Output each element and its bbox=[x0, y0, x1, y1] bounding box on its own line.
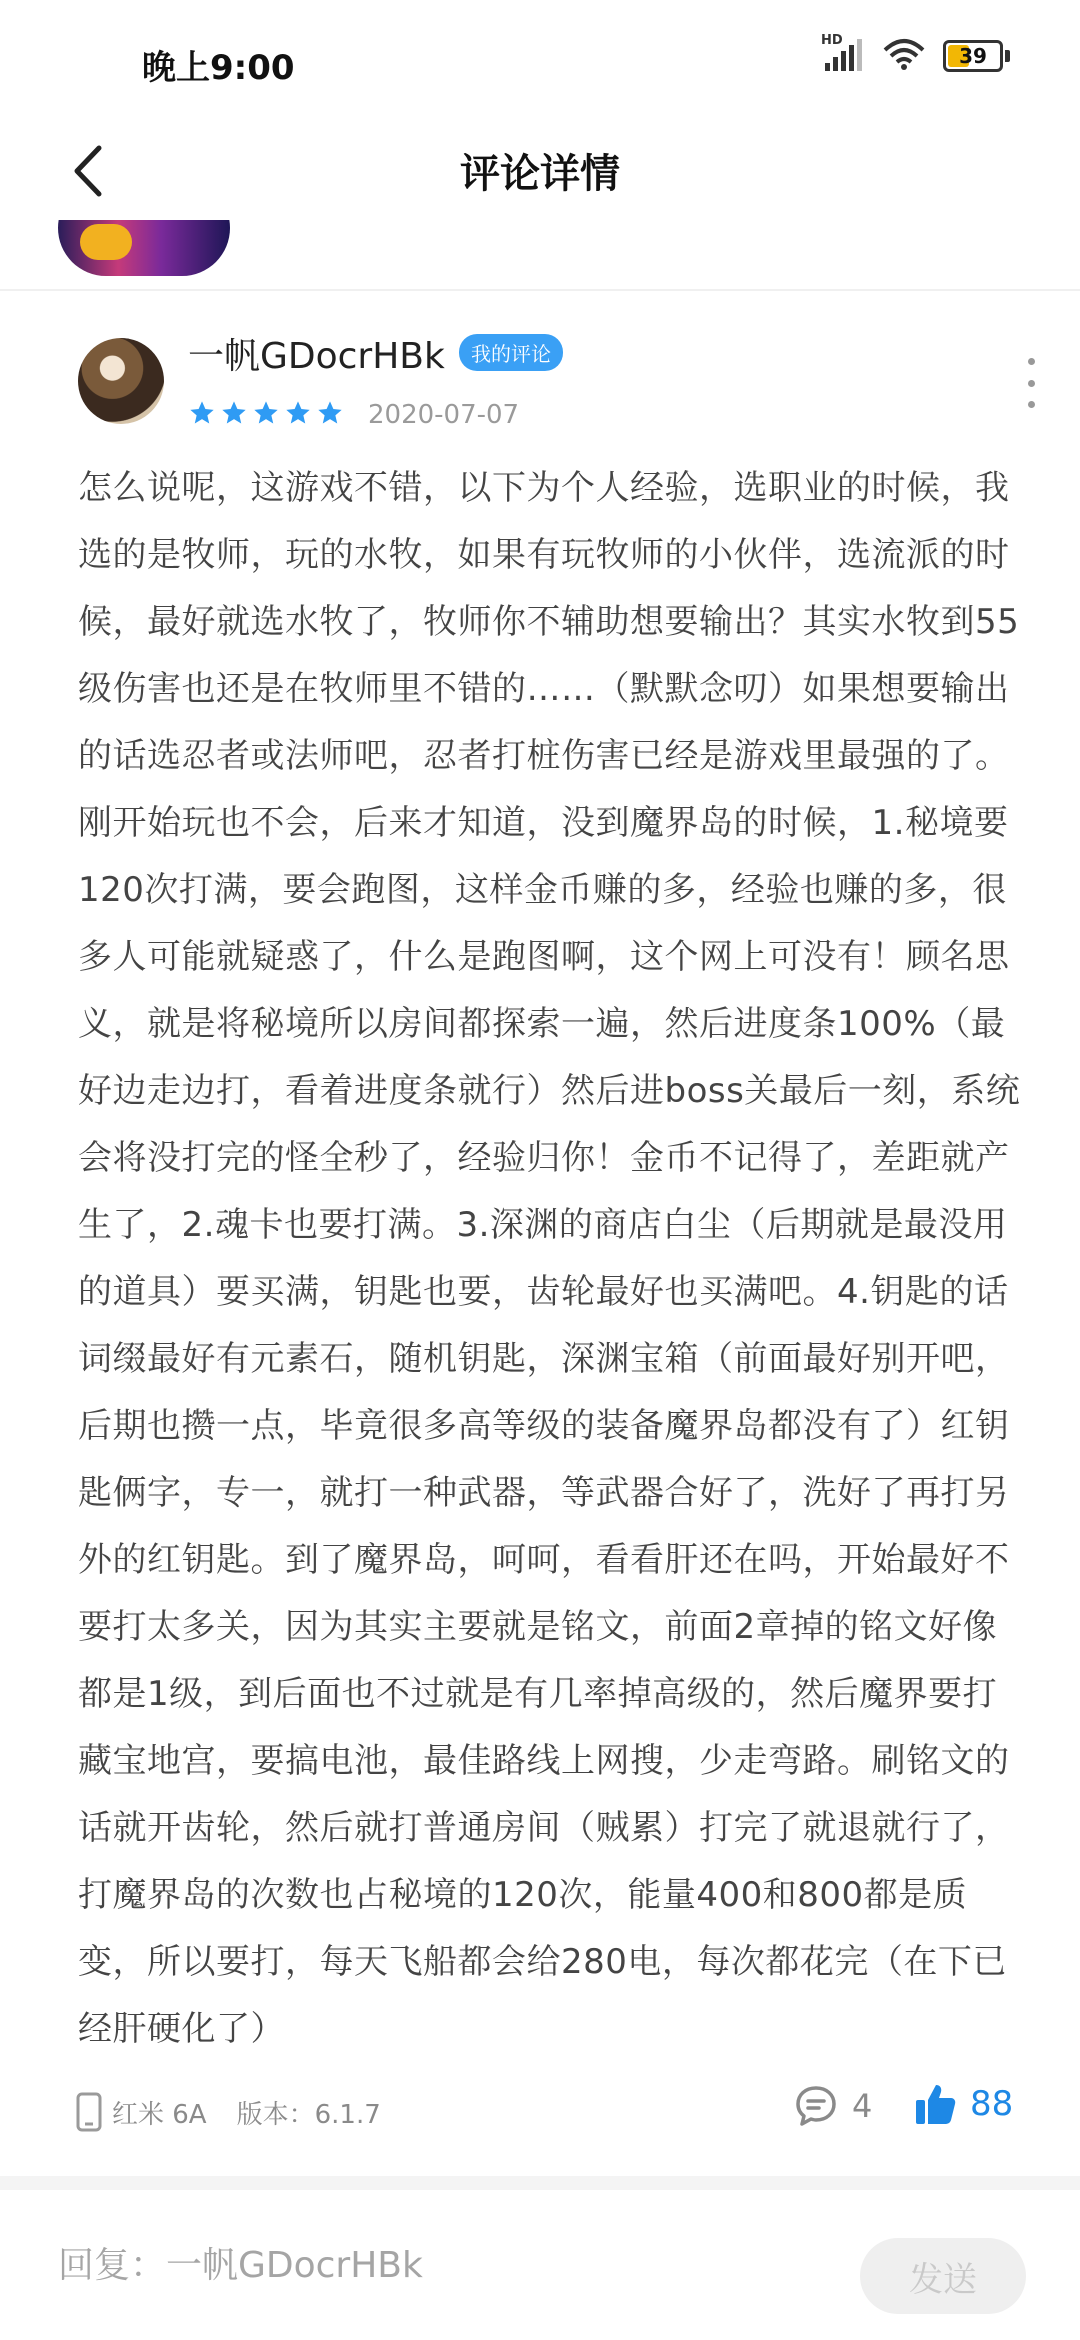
more-dot bbox=[1028, 401, 1035, 408]
nav-bar bbox=[0, 120, 1080, 220]
status-icons bbox=[821, 33, 1010, 74]
app-banner-thumbnail bbox=[0, 220, 1080, 290]
status-time: 晚上9:00 bbox=[142, 48, 295, 88]
page-title: 评论详情 bbox=[460, 151, 620, 197]
status-bar bbox=[0, 0, 1080, 120]
reply-bar bbox=[0, 2190, 1080, 2340]
star-icon bbox=[252, 399, 280, 427]
device-info bbox=[76, 2092, 381, 2132]
more-options-button[interactable] bbox=[1016, 358, 1046, 408]
app-version: 版本：6.1.7 bbox=[236, 2099, 381, 2130]
like-count: 88 bbox=[970, 2084, 1014, 2124]
reply-separator bbox=[0, 2176, 1080, 2190]
phone-icon bbox=[76, 2092, 102, 2132]
more-dot bbox=[1028, 380, 1035, 387]
send-button[interactable]: 发送 bbox=[860, 2238, 1026, 2314]
battery-icon bbox=[943, 40, 1003, 72]
wifi-icon bbox=[883, 38, 925, 74]
my-review-badge: 我的评论 bbox=[459, 334, 563, 371]
like-button[interactable] bbox=[914, 2082, 1013, 2126]
star-icon bbox=[284, 399, 312, 427]
username[interactable]: 一帆GDocrHBk bbox=[188, 336, 445, 377]
review-body: 怎么说呢，这游戏不错，以下为个人经验，选职业的时候，我选的是牧师，玩的水牧，如果有玩牧师的小伙伴，选流派的时候，最好就选水牧了，牧师你不辅助想要输出？其实水牧到55级伤害也还是在牧师里不错的……（默默念叨）如果想要输出的话选忍者或法师吧，忍者打桩伤害已经是游戏里最强的了。刚开始玩也不会，后来才知道，没到魔界岛的时候，1.秘境要120次打满，要会跑图，这样金币赚的多，经验也赚的多，很多人可能就疑惑了，什么是跑图啊，这个网上可没有！顾名思义，就是将秘境所以房间都探索一遍，然后进度条100%（最好边走边打，看着进度条就行）然后进boss关最后一刻，系统会将没打完的怪全秒了，经验归你！金币不记得了，差距就产生了，2.魂卡也要打满。3.深渊的商店白尘（后期就是最没用的道具）要买满，钥匙也要，齿轮最好也买满吧。4.钥匙的话词缀最好有元素石，随机钥匙，深渊宝箱（前面最好别开吧，后期也攒一点，毕竟很多高等级的装备魔界岛都没有了）红钥匙俩字，专一，就打一种武器，等武器合好了，洗好了再打另外的红钥匙。到了魔界岛，呵呵，看看肝还在吗，开始最好不要打太多关，因为其实主要就是铭文，前面2章掉的铭文好像都是1级，到后面也不过就是有几率掉高级的，然后魔界要打藏宝地宫，要搞电池，最佳路线上网搜，少走弯路。刷铭文的话就开齿轮，然后就打普通房间（贼累）打完了就退就行了，打魔界岛的次数也占秘境的120次，能量400和800都是质变，所以要打，每天飞船都会给280电，每次都花完（在下已经肝硬化了） bbox=[78, 468, 1021, 2049]
app-icon bbox=[58, 220, 230, 276]
rating-stars bbox=[188, 399, 344, 427]
device-name: 红米 6A bbox=[112, 2099, 207, 2130]
comment-button[interactable] bbox=[794, 2084, 872, 2128]
review-date: 2020-07-07 bbox=[368, 400, 520, 430]
more-dot bbox=[1028, 358, 1035, 365]
star-icon bbox=[188, 399, 216, 427]
battery-cap bbox=[1005, 50, 1010, 62]
avatar[interactable] bbox=[78, 338, 164, 424]
divider bbox=[0, 289, 1080, 291]
star-icon bbox=[316, 399, 344, 427]
comment-count: 4 bbox=[852, 2087, 873, 2125]
network-label: HD bbox=[821, 33, 843, 48]
comment-icon bbox=[794, 2084, 838, 2128]
reply-input[interactable] bbox=[56, 2232, 840, 2298]
signal-icon bbox=[821, 33, 865, 73]
star-icon bbox=[220, 399, 248, 427]
thumbs-up-icon bbox=[914, 2082, 958, 2126]
battery-level: 39 bbox=[959, 44, 987, 68]
